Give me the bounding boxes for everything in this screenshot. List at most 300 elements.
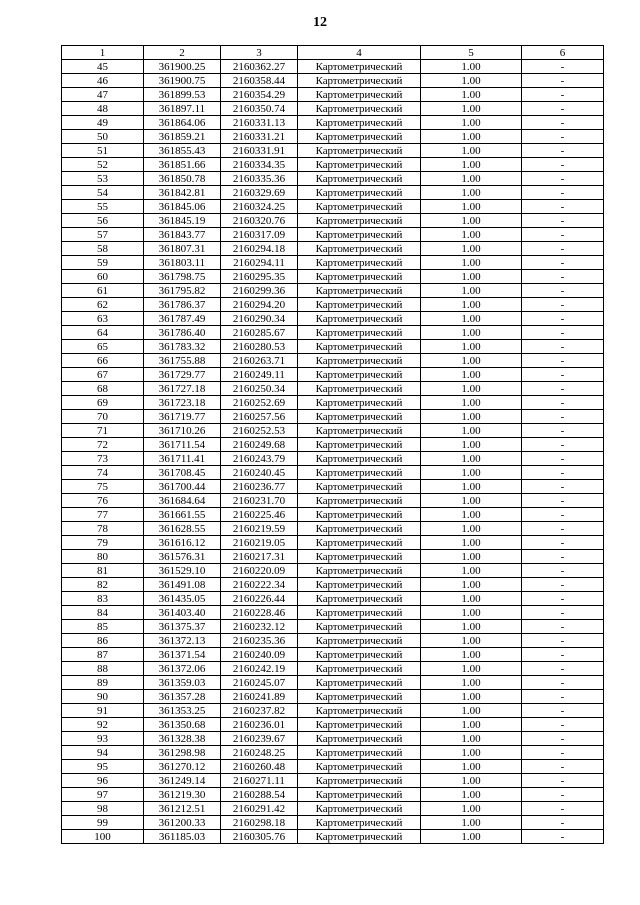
note-cell: - [522, 410, 604, 424]
table-row [62, 508, 604, 522]
method-cell: Картометрический [298, 368, 421, 382]
method-cell: Картометрический [298, 284, 421, 298]
method-cell: Картометрический [298, 592, 421, 606]
accuracy-cell: 1.00 [421, 578, 522, 592]
x-coordinate-cell: 361845.19 [144, 214, 221, 228]
y-coordinate-cell: 2160305.76 [221, 830, 298, 844]
method-cell: Картометрический [298, 480, 421, 494]
y-coordinate-cell: 2160243.79 [221, 452, 298, 466]
note-cell: - [522, 438, 604, 452]
note-cell: - [522, 760, 604, 774]
x-coordinate-cell: 361350.68 [144, 718, 221, 732]
point-number-cell: 53 [62, 172, 144, 186]
method-cell: Картометрический [298, 228, 421, 242]
point-number-cell: 100 [62, 830, 144, 844]
table-row [62, 116, 604, 130]
method-cell: Картометрический [298, 564, 421, 578]
note-cell: - [522, 326, 604, 340]
accuracy-cell: 1.00 [421, 130, 522, 144]
note-cell: - [522, 144, 604, 158]
point-number-cell: 69 [62, 396, 144, 410]
x-coordinate-cell: 361719.77 [144, 410, 221, 424]
y-coordinate-cell: 2160231.70 [221, 494, 298, 508]
method-cell: Картометрический [298, 396, 421, 410]
y-coordinate-cell: 2160294.20 [221, 298, 298, 312]
note-cell: - [522, 704, 604, 718]
method-cell: Картометрический [298, 60, 421, 74]
method-cell: Картометрический [298, 816, 421, 830]
point-number-cell: 45 [62, 60, 144, 74]
method-cell: Картометрический [298, 662, 421, 676]
x-coordinate-cell: 361212.51 [144, 802, 221, 816]
coordinates-table [61, 45, 604, 844]
y-coordinate-cell: 2160241.89 [221, 690, 298, 704]
method-cell: Картометрический [298, 186, 421, 200]
note-cell: - [522, 466, 604, 480]
x-coordinate-cell: 361900.25 [144, 60, 221, 74]
point-number-cell: 71 [62, 424, 144, 438]
x-coordinate-cell: 361729.77 [144, 368, 221, 382]
x-coordinate-cell: 361859.21 [144, 130, 221, 144]
note-cell: - [522, 340, 604, 354]
y-coordinate-cell: 2160263.71 [221, 354, 298, 368]
accuracy-cell: 1.00 [421, 172, 522, 186]
y-coordinate-cell: 2160298.18 [221, 816, 298, 830]
method-cell: Картометрический [298, 494, 421, 508]
table-row [62, 802, 604, 816]
y-coordinate-cell: 2160299.36 [221, 284, 298, 298]
x-coordinate-cell: 361403.40 [144, 606, 221, 620]
table-row [62, 676, 604, 690]
x-coordinate-cell: 361807.31 [144, 242, 221, 256]
point-number-cell: 56 [62, 214, 144, 228]
y-coordinate-cell: 2160334.35 [221, 158, 298, 172]
x-coordinate-cell: 361529.10 [144, 564, 221, 578]
accuracy-cell: 1.00 [421, 718, 522, 732]
table-row [62, 214, 604, 228]
y-coordinate-cell: 2160249.11 [221, 368, 298, 382]
note-cell: - [522, 816, 604, 830]
accuracy-cell: 1.00 [421, 494, 522, 508]
accuracy-cell: 1.00 [421, 704, 522, 718]
y-coordinate-cell: 2160242.19 [221, 662, 298, 676]
x-coordinate-cell: 361700.44 [144, 480, 221, 494]
y-coordinate-cell: 2160219.59 [221, 522, 298, 536]
y-coordinate-cell: 2160362.27 [221, 60, 298, 74]
note-cell: - [522, 676, 604, 690]
x-coordinate-cell: 361270.12 [144, 760, 221, 774]
x-coordinate-cell: 361845.06 [144, 200, 221, 214]
x-coordinate-cell: 361723.18 [144, 396, 221, 410]
y-coordinate-cell: 2160240.09 [221, 648, 298, 662]
x-coordinate-cell: 361755.88 [144, 354, 221, 368]
note-cell: - [522, 480, 604, 494]
note-cell: - [522, 718, 604, 732]
method-cell: Картометрический [298, 102, 421, 116]
y-coordinate-cell: 2160295.35 [221, 270, 298, 284]
note-cell: - [522, 396, 604, 410]
table-row [62, 718, 604, 732]
y-coordinate-cell: 2160288.54 [221, 788, 298, 802]
y-coordinate-cell: 2160250.34 [221, 382, 298, 396]
y-coordinate-cell: 2160245.07 [221, 676, 298, 690]
accuracy-cell: 1.00 [421, 802, 522, 816]
y-coordinate-cell: 2160335.36 [221, 172, 298, 186]
point-number-cell: 93 [62, 732, 144, 746]
accuracy-cell: 1.00 [421, 592, 522, 606]
column-header-6: 6 [522, 46, 604, 60]
accuracy-cell: 1.00 [421, 284, 522, 298]
column-header-2: 2 [144, 46, 221, 60]
x-coordinate-cell: 361783.32 [144, 340, 221, 354]
table-row [62, 102, 604, 116]
point-number-cell: 78 [62, 522, 144, 536]
method-cell: Картометрический [298, 466, 421, 480]
accuracy-cell: 1.00 [421, 354, 522, 368]
accuracy-cell: 1.00 [421, 774, 522, 788]
point-number-cell: 77 [62, 508, 144, 522]
point-number-cell: 83 [62, 592, 144, 606]
table-row [62, 438, 604, 452]
x-coordinate-cell: 361786.37 [144, 298, 221, 312]
note-cell: - [522, 200, 604, 214]
method-cell: Картометрический [298, 788, 421, 802]
note-cell: - [522, 284, 604, 298]
accuracy-cell: 1.00 [421, 508, 522, 522]
y-coordinate-cell: 2160331.91 [221, 144, 298, 158]
x-coordinate-cell: 361710.26 [144, 424, 221, 438]
note-cell: - [522, 732, 604, 746]
point-number-cell: 52 [62, 158, 144, 172]
point-number-cell: 94 [62, 746, 144, 760]
point-number-cell: 95 [62, 760, 144, 774]
method-cell: Картометрический [298, 410, 421, 424]
table-row [62, 410, 604, 424]
x-coordinate-cell: 361711.41 [144, 452, 221, 466]
x-coordinate-cell: 361795.82 [144, 284, 221, 298]
column-header-3: 3 [221, 46, 298, 60]
x-coordinate-cell: 361787.49 [144, 312, 221, 326]
table-row [62, 256, 604, 270]
method-cell: Картометрический [298, 676, 421, 690]
note-cell: - [522, 214, 604, 228]
point-number-cell: 67 [62, 368, 144, 382]
accuracy-cell: 1.00 [421, 438, 522, 452]
point-number-cell: 64 [62, 326, 144, 340]
y-coordinate-cell: 2160358.44 [221, 74, 298, 88]
accuracy-cell: 1.00 [421, 620, 522, 634]
y-coordinate-cell: 2160285.67 [221, 326, 298, 340]
table-body [62, 60, 604, 844]
note-cell: - [522, 578, 604, 592]
note-cell: - [522, 88, 604, 102]
table-row [62, 704, 604, 718]
method-cell: Картометрический [298, 214, 421, 228]
note-cell: - [522, 354, 604, 368]
y-coordinate-cell: 2160236.01 [221, 718, 298, 732]
accuracy-cell: 1.00 [421, 816, 522, 830]
x-coordinate-cell: 361375.37 [144, 620, 221, 634]
table-header [62, 46, 604, 60]
method-cell: Картометрический [298, 634, 421, 648]
point-number-cell: 72 [62, 438, 144, 452]
point-number-cell: 97 [62, 788, 144, 802]
table-row [62, 158, 604, 172]
note-cell: - [522, 690, 604, 704]
note-cell: - [522, 634, 604, 648]
note-cell: - [522, 186, 604, 200]
y-coordinate-cell: 2160240.45 [221, 466, 298, 480]
column-header-5: 5 [421, 46, 522, 60]
method-cell: Картометрический [298, 550, 421, 564]
y-coordinate-cell: 2160232.12 [221, 620, 298, 634]
x-coordinate-cell: 361491.08 [144, 578, 221, 592]
accuracy-cell: 1.00 [421, 634, 522, 648]
accuracy-cell: 1.00 [421, 312, 522, 326]
accuracy-cell: 1.00 [421, 186, 522, 200]
note-cell: - [522, 256, 604, 270]
point-number-cell: 88 [62, 662, 144, 676]
accuracy-cell: 1.00 [421, 60, 522, 74]
accuracy-cell: 1.00 [421, 606, 522, 620]
accuracy-cell: 1.00 [421, 382, 522, 396]
point-number-cell: 48 [62, 102, 144, 116]
point-number-cell: 51 [62, 144, 144, 158]
note-cell: - [522, 102, 604, 116]
y-coordinate-cell: 2160291.42 [221, 802, 298, 816]
note-cell: - [522, 242, 604, 256]
note-cell: - [522, 620, 604, 634]
method-cell: Картометрический [298, 312, 421, 326]
note-cell: - [522, 228, 604, 242]
table-row [62, 88, 604, 102]
table-row [62, 816, 604, 830]
x-coordinate-cell: 361864.06 [144, 116, 221, 130]
table-row [62, 564, 604, 578]
accuracy-cell: 1.00 [421, 270, 522, 284]
table-row [62, 648, 604, 662]
x-coordinate-cell: 361708.45 [144, 466, 221, 480]
point-number-cell: 92 [62, 718, 144, 732]
column-header-4: 4 [298, 46, 421, 60]
x-coordinate-cell: 361219.30 [144, 788, 221, 802]
note-cell: - [522, 774, 604, 788]
accuracy-cell: 1.00 [421, 690, 522, 704]
accuracy-cell: 1.00 [421, 158, 522, 172]
x-coordinate-cell: 361298.98 [144, 746, 221, 760]
table-row [62, 312, 604, 326]
method-cell: Картометрический [298, 606, 421, 620]
note-cell: - [522, 606, 604, 620]
table-row [62, 242, 604, 256]
y-coordinate-cell: 2160294.18 [221, 242, 298, 256]
y-coordinate-cell: 2160290.34 [221, 312, 298, 326]
point-number-cell: 60 [62, 270, 144, 284]
method-cell: Картометрический [298, 718, 421, 732]
point-number-cell: 84 [62, 606, 144, 620]
column-header-1: 1 [62, 46, 144, 60]
accuracy-cell: 1.00 [421, 74, 522, 88]
point-number-cell: 81 [62, 564, 144, 578]
table-row [62, 396, 604, 410]
x-coordinate-cell: 361359.03 [144, 676, 221, 690]
note-cell: - [522, 746, 604, 760]
table-row [62, 144, 604, 158]
y-coordinate-cell: 2160220.09 [221, 564, 298, 578]
note-cell: - [522, 452, 604, 466]
accuracy-cell: 1.00 [421, 662, 522, 676]
point-number-cell: 66 [62, 354, 144, 368]
method-cell: Картометрический [298, 326, 421, 340]
table-row [62, 606, 604, 620]
accuracy-cell: 1.00 [421, 102, 522, 116]
accuracy-cell: 1.00 [421, 480, 522, 494]
accuracy-cell: 1.00 [421, 522, 522, 536]
point-number-cell: 73 [62, 452, 144, 466]
table-row [62, 368, 604, 382]
method-cell: Картометрический [298, 732, 421, 746]
note-cell: - [522, 424, 604, 438]
method-cell: Картометрический [298, 130, 421, 144]
y-coordinate-cell: 2160350.74 [221, 102, 298, 116]
y-coordinate-cell: 2160317.09 [221, 228, 298, 242]
x-coordinate-cell: 361897.11 [144, 102, 221, 116]
method-cell: Картометрический [298, 116, 421, 130]
accuracy-cell: 1.00 [421, 648, 522, 662]
y-coordinate-cell: 2160257.56 [221, 410, 298, 424]
table-row [62, 774, 604, 788]
y-coordinate-cell: 2160249.68 [221, 438, 298, 452]
table-row [62, 494, 604, 508]
accuracy-cell: 1.00 [421, 228, 522, 242]
table-row [62, 732, 604, 746]
note-cell: - [522, 158, 604, 172]
point-number-cell: 61 [62, 284, 144, 298]
x-coordinate-cell: 361353.25 [144, 704, 221, 718]
note-cell: - [522, 312, 604, 326]
table-row [62, 354, 604, 368]
table-row [62, 634, 604, 648]
note-cell: - [522, 60, 604, 74]
note-cell: - [522, 172, 604, 186]
y-coordinate-cell: 2160320.76 [221, 214, 298, 228]
y-coordinate-cell: 2160236.77 [221, 480, 298, 494]
accuracy-cell: 1.00 [421, 550, 522, 564]
method-cell: Картометрический [298, 620, 421, 634]
point-number-cell: 62 [62, 298, 144, 312]
y-coordinate-cell: 2160228.46 [221, 606, 298, 620]
accuracy-cell: 1.00 [421, 298, 522, 312]
point-number-cell: 76 [62, 494, 144, 508]
y-coordinate-cell: 2160219.05 [221, 536, 298, 550]
y-coordinate-cell: 2160225.46 [221, 508, 298, 522]
point-number-cell: 55 [62, 200, 144, 214]
x-coordinate-cell: 361850.78 [144, 172, 221, 186]
method-cell: Картометрический [298, 172, 421, 186]
point-number-cell: 54 [62, 186, 144, 200]
accuracy-cell: 1.00 [421, 732, 522, 746]
table-row [62, 200, 604, 214]
x-coordinate-cell: 361711.54 [144, 438, 221, 452]
note-cell: - [522, 74, 604, 88]
x-coordinate-cell: 361798.75 [144, 270, 221, 284]
method-cell: Картометрический [298, 340, 421, 354]
point-number-cell: 49 [62, 116, 144, 130]
accuracy-cell: 1.00 [421, 536, 522, 550]
table-row [62, 578, 604, 592]
point-number-cell: 91 [62, 704, 144, 718]
method-cell: Картометрический [298, 242, 421, 256]
x-coordinate-cell: 361899.53 [144, 88, 221, 102]
method-cell: Картометрический [298, 690, 421, 704]
x-coordinate-cell: 361576.31 [144, 550, 221, 564]
method-cell: Картометрический [298, 802, 421, 816]
note-cell: - [522, 368, 604, 382]
table-row [62, 662, 604, 676]
x-coordinate-cell: 361185.03 [144, 830, 221, 844]
point-number-cell: 90 [62, 690, 144, 704]
method-cell: Картометрический [298, 774, 421, 788]
point-number-cell: 46 [62, 74, 144, 88]
note-cell: - [522, 130, 604, 144]
accuracy-cell: 1.00 [421, 396, 522, 410]
table-row [62, 228, 604, 242]
accuracy-cell: 1.00 [421, 88, 522, 102]
table-row [62, 788, 604, 802]
table-row [62, 186, 604, 200]
point-number-cell: 59 [62, 256, 144, 270]
y-coordinate-cell: 2160222.34 [221, 578, 298, 592]
note-cell: - [522, 116, 604, 130]
method-cell: Картометрический [298, 746, 421, 760]
point-number-cell: 50 [62, 130, 144, 144]
point-number-cell: 80 [62, 550, 144, 564]
table-row [62, 522, 604, 536]
x-coordinate-cell: 361842.81 [144, 186, 221, 200]
method-cell: Картометрический [298, 270, 421, 284]
method-cell: Картометрический [298, 522, 421, 536]
accuracy-cell: 1.00 [421, 116, 522, 130]
x-coordinate-cell: 361200.33 [144, 816, 221, 830]
point-number-cell: 79 [62, 536, 144, 550]
x-coordinate-cell: 361727.18 [144, 382, 221, 396]
accuracy-cell: 1.00 [421, 410, 522, 424]
note-cell: - [522, 648, 604, 662]
table-row [62, 550, 604, 564]
table-row [62, 424, 604, 438]
y-coordinate-cell: 2160280.53 [221, 340, 298, 354]
y-coordinate-cell: 2160248.25 [221, 746, 298, 760]
y-coordinate-cell: 2160217.31 [221, 550, 298, 564]
accuracy-cell: 1.00 [421, 256, 522, 270]
x-coordinate-cell: 361855.43 [144, 144, 221, 158]
y-coordinate-cell: 2160331.21 [221, 130, 298, 144]
method-cell: Картометрический [298, 144, 421, 158]
accuracy-cell: 1.00 [421, 340, 522, 354]
y-coordinate-cell: 2160329.69 [221, 186, 298, 200]
accuracy-cell: 1.00 [421, 676, 522, 690]
accuracy-cell: 1.00 [421, 424, 522, 438]
page-number: 12 [313, 15, 327, 30]
x-coordinate-cell: 361357.28 [144, 690, 221, 704]
y-coordinate-cell: 2160226.44 [221, 592, 298, 606]
accuracy-cell: 1.00 [421, 760, 522, 774]
method-cell: Картометрический [298, 536, 421, 550]
method-cell: Картометрический [298, 298, 421, 312]
table-row [62, 480, 604, 494]
y-coordinate-cell: 2160294.11 [221, 256, 298, 270]
table-row [62, 326, 604, 340]
